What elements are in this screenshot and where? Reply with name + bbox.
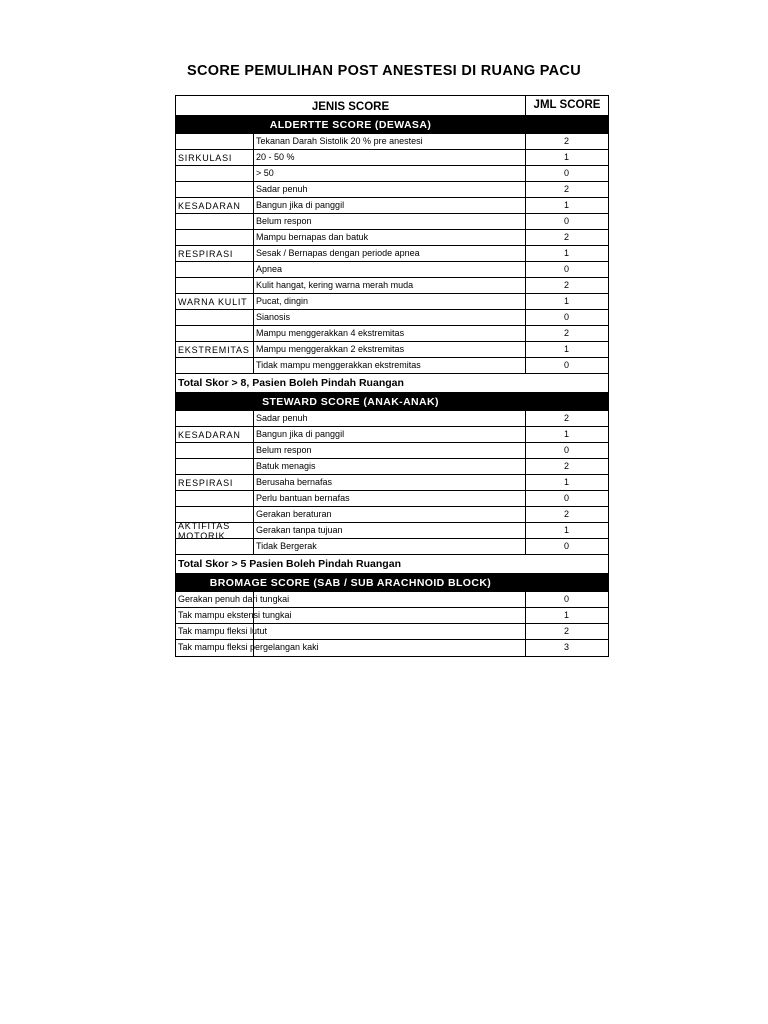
score-value: 2 (525, 326, 607, 341)
score-row (176, 310, 608, 326)
score-row (176, 294, 608, 310)
criterion-text: Perlu bantuan bernafas (256, 493, 350, 503)
score-value: 1 (525, 150, 607, 165)
score-row (176, 262, 608, 278)
category-label: SIRKULASI (178, 153, 233, 163)
score-row (176, 523, 608, 539)
criterion-text: Tak mampu fleksi pergelangan kaki (178, 642, 319, 652)
score-value: 1 (525, 523, 607, 538)
bromage-heading: BROMAGE SCORE (SAB / SUB ARACHNOID BLOCK) (176, 574, 608, 592)
criterion-text: Bangun jika di panggil (256, 429, 345, 439)
score-value: 0 (525, 539, 607, 554)
score-value: 1 (525, 427, 607, 442)
score-value: 2 (525, 134, 607, 149)
document-title: SCORE PEMULIHAN POST ANESTESI DI RUANG PACU (187, 63, 581, 79)
score-row (176, 150, 608, 166)
score-row (176, 278, 608, 294)
criterion-text: Apnea (256, 264, 283, 274)
steward-total: Total Skor > 5 Pasien Boleh Pindah Ruangan (176, 555, 608, 574)
score-value: 2 (525, 411, 607, 426)
category-label: KESADARAN (178, 201, 241, 211)
score-row (176, 326, 608, 342)
score-value: 2 (525, 182, 607, 197)
criterion-text: Tidak mampu menggerakkan ekstremitas (256, 360, 421, 370)
score-row (176, 166, 608, 182)
steward-group (176, 411, 608, 459)
score-row (176, 230, 608, 246)
criterion-text: Belum respon (256, 445, 312, 455)
aldrette-group (176, 134, 608, 182)
score-row (176, 427, 608, 443)
score-row (176, 539, 608, 555)
aldrette-group (176, 326, 608, 374)
score-value: 0 (525, 166, 607, 181)
score-value: 0 (525, 443, 607, 458)
category-label: RESPIRASI (178, 478, 234, 488)
score-row (176, 134, 608, 150)
header-jenis-score: JENIS SCORE (311, 101, 390, 113)
criterion-text: Bangun jika di panggil (256, 200, 345, 210)
criterion-text: 20 - 50 % (256, 152, 295, 162)
score-row (176, 491, 608, 507)
criterion-text: Sianosis (256, 312, 291, 322)
category-label: KESADARAN (178, 430, 241, 440)
criterion-text: Tak mampu fleksi lutut (178, 626, 268, 636)
criterion-text: Tak mampu ekstensi tungkai (178, 610, 292, 620)
criterion-text: Mampu menggerakkan 4 ekstremitas (256, 328, 405, 338)
score-value: 2 (525, 459, 607, 474)
criterion-text: Sadar penuh (256, 413, 308, 423)
score-row (176, 198, 608, 214)
criterion-text: Sesak / Bernapas dengan periode apnea (256, 248, 420, 258)
score-value: 2 (525, 278, 607, 293)
aldrette-group (176, 278, 608, 326)
criterion-text: Tekanan Darah Sistolik 20 % pre anestesi (256, 136, 423, 146)
steward-heading: STEWARD SCORE (ANAK-ANAK) (176, 393, 608, 411)
steward-group (176, 507, 608, 555)
score-row (176, 475, 608, 491)
category-label: AKTIFITAS MOTORIK (178, 521, 231, 541)
aldrette-total: Total Skor > 8, Pasien Boleh Pindah Ruangan (176, 374, 608, 393)
aldrette-heading: ALDERTTE SCORE (DEWASA) (176, 116, 608, 134)
score-row (176, 358, 608, 374)
criterion-text: Tidak Bergerak (256, 541, 317, 551)
score-row (176, 592, 608, 608)
score-value: 1 (525, 198, 607, 213)
score-row (176, 459, 608, 475)
aldrette-group (176, 230, 608, 278)
score-value: 0 (525, 592, 607, 607)
category-label: RESPIRASI (178, 249, 234, 259)
criterion-text: Gerakan penuh dari tungkai (178, 594, 290, 604)
score-value: 1 (525, 294, 607, 309)
score-row (176, 342, 608, 358)
header-jml-score: JML SCORE (525, 96, 608, 115)
aldrette-group (176, 182, 608, 230)
steward-section (176, 411, 608, 555)
criterion-text: Sadar penuh (256, 184, 308, 194)
criterion-text: Mampu menggerakkan 2 ekstremitas (256, 344, 405, 354)
criterion-text: Gerakan tanpa tujuan (256, 525, 343, 535)
steward-group (176, 459, 608, 507)
score-row (176, 608, 608, 624)
score-row (176, 246, 608, 262)
score-row (176, 411, 608, 427)
table-header (176, 96, 608, 116)
score-row (176, 507, 608, 523)
score-value: 3 (525, 640, 607, 656)
criterion-text: Mampu bernapas dan batuk (256, 232, 369, 242)
score-value: 1 (525, 342, 607, 357)
score-value: 0 (525, 491, 607, 506)
score-row (176, 624, 608, 640)
criterion-text: Pucat, dingin (256, 296, 309, 306)
criterion-text: Berusaha bernafas (256, 477, 333, 487)
score-value: 0 (525, 262, 607, 277)
category-label: EKSTREMITAS (178, 345, 250, 355)
criterion-text: > 50 (256, 168, 274, 178)
score-row (176, 214, 608, 230)
score-value: 2 (525, 624, 607, 639)
category-label: WARNA KULIT (178, 297, 248, 307)
score-value: 1 (525, 608, 607, 623)
score-value: 0 (525, 214, 607, 229)
criterion-text: Batuk menagis (256, 461, 316, 471)
criterion-text: Belum respon (256, 216, 312, 226)
aldrette-section (176, 134, 608, 374)
score-row (176, 182, 608, 198)
score-row (176, 443, 608, 459)
score-table (175, 95, 609, 657)
bromage-section (176, 592, 608, 656)
score-value: 0 (525, 310, 607, 325)
score-value: 1 (525, 246, 607, 261)
score-value: 0 (525, 358, 607, 373)
score-value: 2 (525, 507, 607, 522)
score-row (176, 640, 608, 656)
criterion-text: Gerakan beraturan (256, 509, 332, 519)
criterion-text: Kulit hangat, kering warna merah muda (256, 280, 414, 290)
score-value: 2 (525, 230, 607, 245)
score-value: 1 (525, 475, 607, 490)
